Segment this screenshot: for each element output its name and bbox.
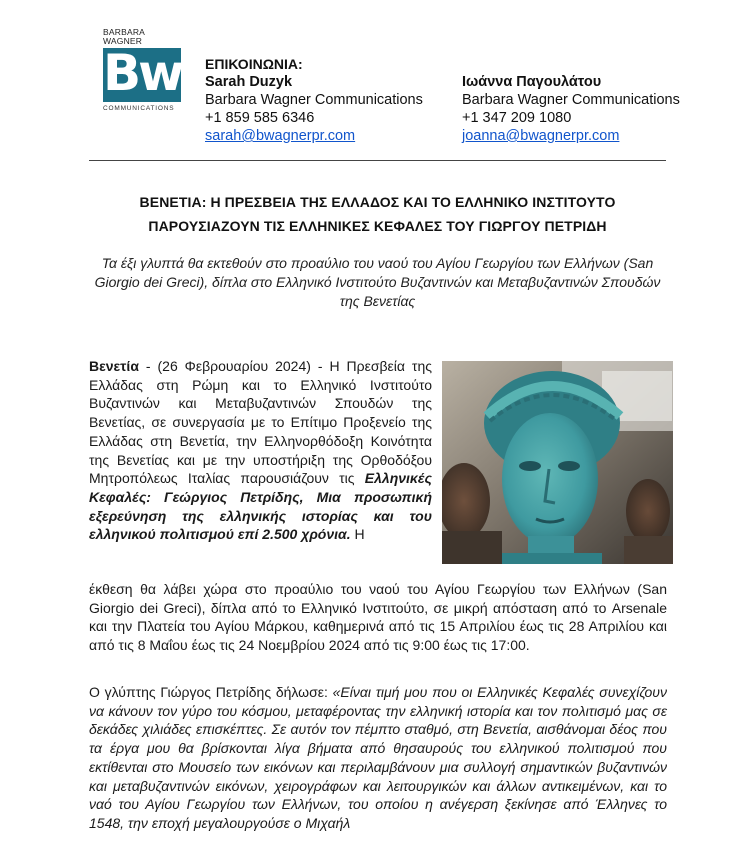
- contact-card-1: [205, 73, 423, 145]
- logo-top-text: BARBARA WAGNER: [103, 27, 145, 46]
- press-release-subheadline: Τα έξι γλυπτά θα εκτεθούν στο προαύλιο του ναού του Αγίου Γεωργίου των Ελλήνων (San Giorgio dei Greci), δίπλα στο Ελληνικό Ινστιτούτο Βυζαντινών και Μεταβυζαντινών Σπουδών της Βενετίας: [94, 255, 661, 309]
- contact-company: Barbara Wagner Communications: [462, 92, 680, 108]
- exhibition-title: Ελληνικές Κεφαλές: Γεώργιος Πετρίδης, Μια προσωπική εξερεύνηση της ελληνικής ιστορίας και του ελληνικού πολιτισμού επί 2.500 χρόνια.: [89, 470, 432, 543]
- artist-quote: «Είναι τιμή μου που οι Ελληνικές Κεφαλές συνεχίζουν να κάνουν τον γύρο του κόσμου, μεταφέροντας την ελληνική ιστορία και τον πολιτισμό μας σε δεκάδες χιλιάδες επισκέπτες. Σε αυτόν τον πέμπτο σταθμό, στη Βενετία, αισθάνομαι δέος που τα έργα μου θα βρίσκονται λίγα βήματα από θησαυρούς του ελληνικού πολιτισμού που εκτίθενται στο Μουσείο των εικόνων και περιλαμβάνουν μια συλλογή σημαντικών βυζαντινών και μεταβυζαντινών εικόνων, χειρογράφων και λειτουργικών και άλλων αντικειμένων, και το ναό του Αγίου Γεωργίου των Ελλήνων, του οποίου η ανέγερση ξεκίνησε από Έλληνες το 1548, την εποχή μεγαλουργούσε ο Μιχαήλ: [89, 684, 667, 831]
- contact-phone: +1 859 585 6346: [205, 110, 315, 126]
- body-paragraph-2: [89, 683, 667, 833]
- quote-intro: Ο γλύπτης Γιώργος Πετρίδης δήλωσε:: [89, 684, 333, 700]
- contact-card-2: [462, 73, 680, 145]
- horizontal-divider: [89, 160, 666, 161]
- press-release-headline: [89, 190, 666, 238]
- contact-phone: +1 347 209 1080: [462, 110, 572, 126]
- contact-name: Ιωάννα Παγουλάτου: [462, 74, 602, 90]
- headline-line: ΠΑΡΟΥΣΙΑΖΟΥΝ ΤΙΣ ΕΛΛΗΝΙΚΕΣ ΚΕΦΑΛΕΣ ΤΟΥ ΓΙΩΡΓΟΥ ΠΕΤΡΙΔΗ: [148, 218, 607, 234]
- sculpture-photo: [442, 361, 673, 564]
- headline-line: ΒΕΝΕΤΙΑ: Η ΠΡΕΣΒΕΙΑ ΤΗΣ ΕΛΛΑΔΟΣ ΚΑΙ ΤΟ ΕΛΛΗΝΙΚΟ ΙΝΣΤΙΤΟΥΤΟ: [139, 194, 616, 210]
- contact-company: Barbara Wagner Communications: [205, 92, 423, 108]
- body-paragraph-1: [89, 357, 432, 544]
- contact-email-link[interactable]: sarah@bwagnerpr.com: [205, 128, 356, 144]
- logo-bottom-text: COMMUNICATIONS: [103, 105, 175, 112]
- body-paragraph-1-continued: έκθεση θα λάβει χώρα στο προαύλιο του ναού του Αγίου Γεωργίου των Ελλήνων (San Giorgio dei Greci), δίπλα από το Ελληνικό Ινστιτούτο, σε μικρή απόσταση από το Arsenale και την Πλατεία του Αγίου Μάρκου, καθημερινά από τις 15 Απριλίου έως τις 28 Απριλίου και από τις 8 Μαΐου έως τις 24 Νοεμβρίου 2024 από τις 9:00 έως τις 17:00.: [89, 581, 667, 654]
- contact-email-link[interactable]: joanna@bwagnerpr.com: [462, 128, 620, 144]
- dateline-place: Βενετία: [89, 358, 139, 374]
- contact-heading: ΕΠΙΚΟΙΝΩΝΙΑ:: [205, 56, 303, 72]
- company-logo: [103, 27, 183, 112]
- contact-name: Sarah Duzyk: [205, 74, 293, 90]
- logo-mark: [103, 44, 182, 102]
- paragraph-text: - (26 Φεβρουαρίου 2024) - Η Πρεσβεία της Ελλάδας στη Ρώμη και το Ελληνικό Ινστιτούτο Βυζαντινών και Μεταβυζαντινών Σπουδών της Βενετίας, σε συνεργασία με το Επίτιμο Προξενείο της Ελλάδας στη Βενετία, την Ελληνορθόδοξη Κοινότητα της Βενετίας και με την υποστήριξη της Ορθοδόξου Μητροπόλεως Ιταλίας παρουσιάζουν τις: [89, 358, 432, 487]
- paragraph-text-tail: Η: [350, 526, 365, 543]
- logo-mark-text: Bw: [103, 44, 182, 102]
- sculpture-image: [442, 361, 673, 564]
